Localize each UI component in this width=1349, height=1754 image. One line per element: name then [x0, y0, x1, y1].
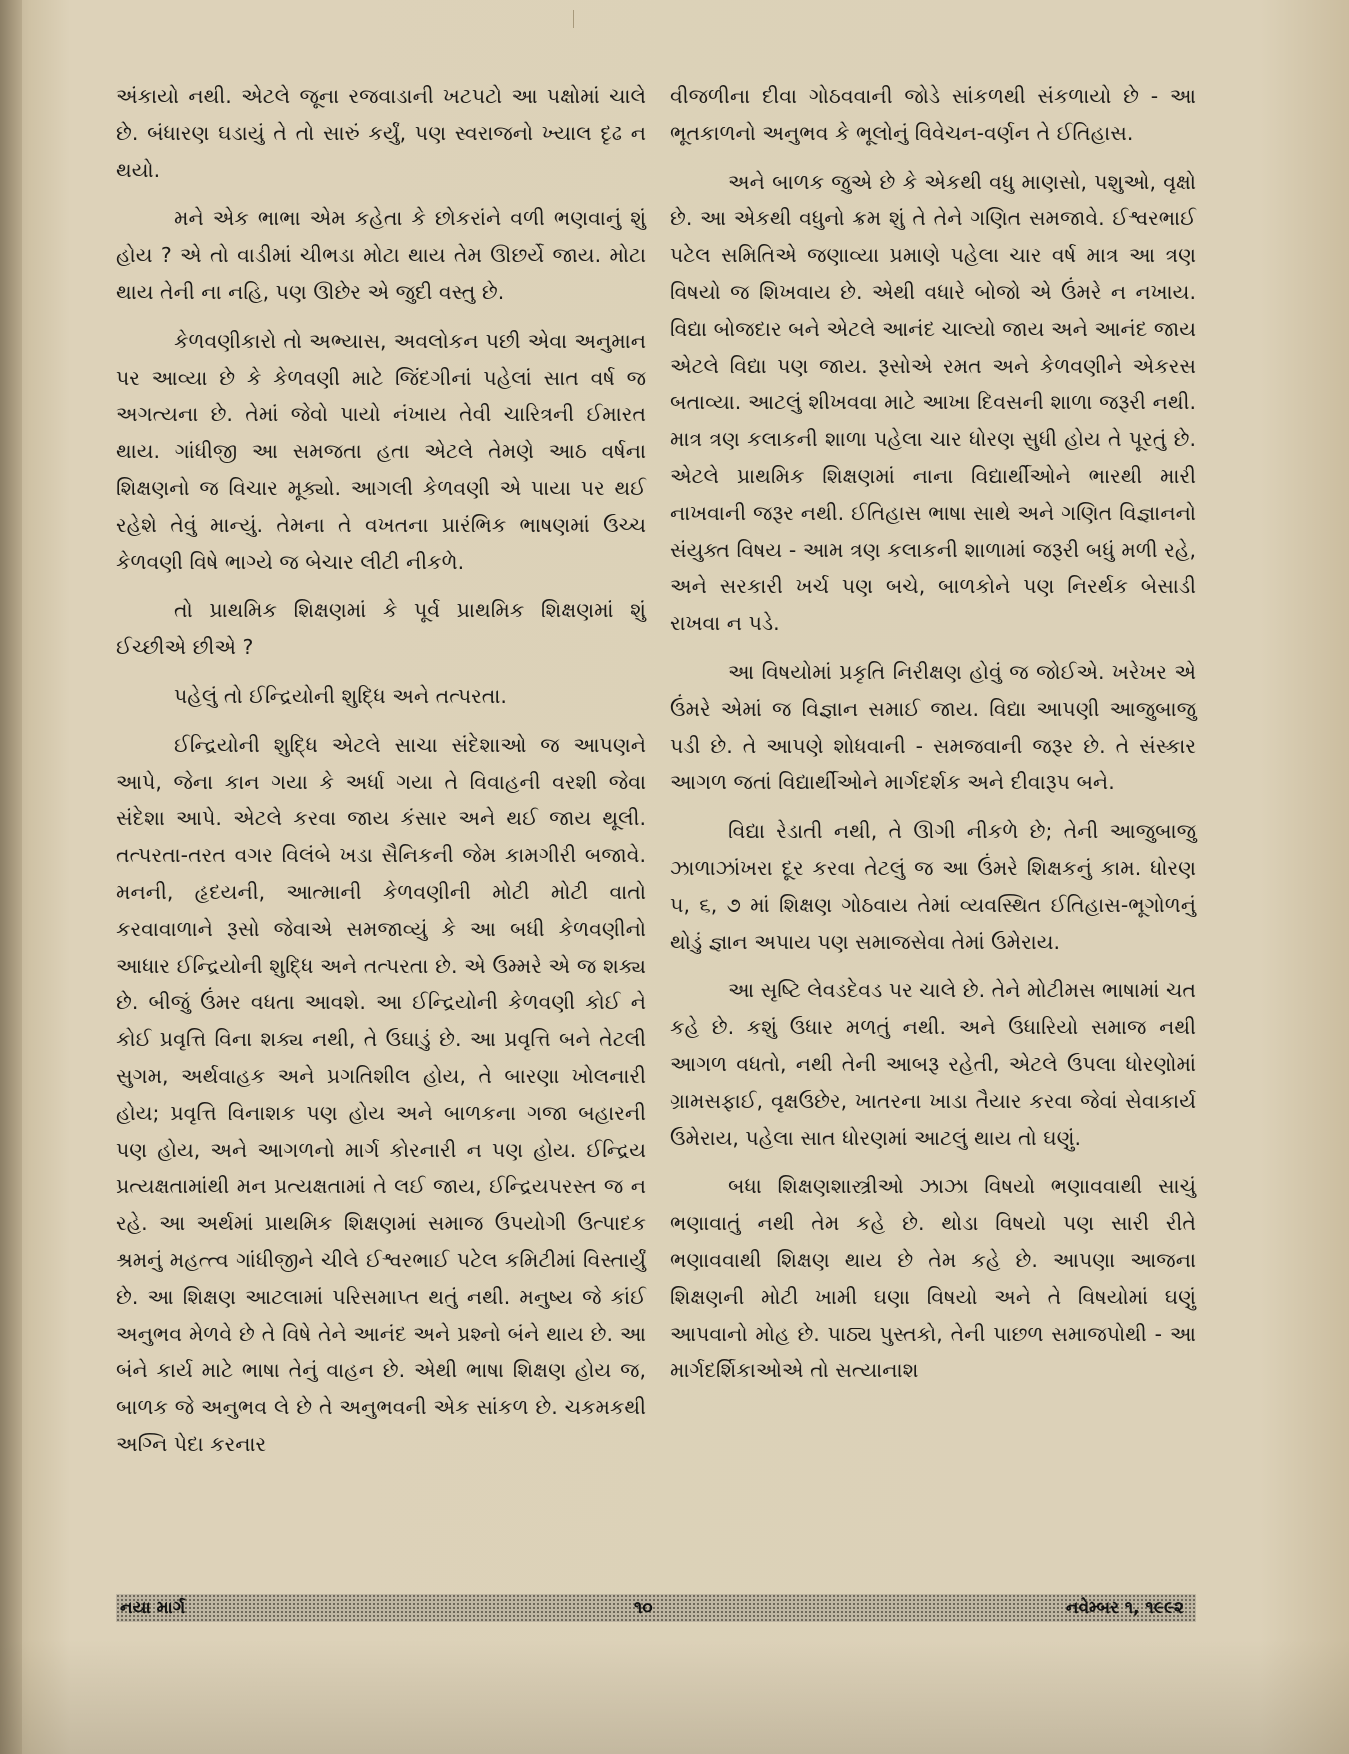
- paragraph: પહેલું તો ઈન્દ્રિયોની શુદ્ધિ અને તત્પરતા.: [174, 683, 507, 708]
- page-mark: [573, 10, 574, 28]
- paragraph: તો પ્રાથમિક શિક્ષણમાં કે પૂર્વ પ્રાથમિક શિક્ષણમાં શું ઈચ્છીએ છીએ ?: [116, 598, 646, 660]
- paragraph: કેળવણીકારો તો અભ્યાસ, અવલોકન પછી એવા અનુમાન પર આવ્યા છે કે કેળવણી માટે જિંદગીનાં પહેલાં સાત વર્ષ જ અગત્યના છે. તેમાં જેવો પાયો નંખાય તેવી ચારિત્રની ઈમારત થાય. ગાંધીજી આ સમજતા હતા એટલે તેમણે આઠ વર્ષના શિક્ષણનો જ વિચાર મૂક્યો. આગલી કેળવણી એ પાયા પર થઈ રહેશે તેવું માન્યું. તેમના તે વખતના પ્રારંભિક ભાષણમાં ઉચ્ચ કેળવણી વિષે ભાગ્યે જ બેચાર લીટી નીકળે.: [116, 328, 646, 574]
- left-column: [116, 78, 646, 1475]
- journal-name: નયા માર્ગ: [120, 1598, 186, 1618]
- page-edge-shadow: [0, 0, 22, 1754]
- page-bottom-tint: [0, 1640, 1349, 1754]
- paragraph: મને એક ભાભા એમ કહેતા કે છોકરાંને વળી ભણવાનું શું હોય ? એ તો વાડીમાં ચીભડા મોટા થાય તેમ ઊછર્યે જાય. મોટા થાય તેની ના નહિ, પણ ઊછેર એ જુદી વસ્તુ છે.: [116, 206, 646, 304]
- paragraph: વીજળીના દીવા ગોઠવવાની જોડે સાંકળથી સંકળાયો છે - આ ભૂતકાળનો અનુભવ કે ભૂલોનું વિવેચન-વર્ણન તે ઈતિહાસ.: [670, 84, 1196, 145]
- paragraph: આ સૃષ્ટિ લેવડદેવડ પર ચાલે છે. તેને મોટીમસ ભાષામાં ચત કહે છે. કશું ઉધાર મળતું નથી. અને ઉધારિયો સમાજ નથી આગળ વધતો, નથી તેની આબરૂ રહેતી, એટલે ઉપલા ધોરણોમાં ગ્રામસફાઈ, વૃક્ષઉછેર, ખાતરના ખાડા તૈયાર કરવા જેવાં સેવાકાર્ય ઉમેરાય, પહેલા સાત ધોરણમાં આટલું થાય તો ઘણું.: [670, 978, 1196, 1150]
- page-footer: [116, 1594, 1196, 1622]
- issue-date: નવેમ્બર ૧, ૧૯૯૨: [1065, 1598, 1184, 1618]
- paragraph: ઈન્દ્રિયોની શુદ્ધિ એટલે સાચા સંદેશાઓ જ આપણને આપે, જેના કાન ગયા કે અર્ધા ગયા તે વિવાહની વરશી જેવા સંદેશા આપે. એટલે કરવા જાય કંસાર અને થઈ જાય થૂલી. તત્પરતા-તરત વગર વિલંબે ખડા સૈનિકની જેમ કામગીરી બજાવે. મનની, હૃદયની, આત્માની કેળવણીની મોટી મોટી વાતો કરવાવાળાને રૂસો જેવાએ સમજાવ્યું કે આ બધી કેળવણીનો આધાર ઈન્દ્રિયોની શુદ્ધિ અને તત્પરતા છે. એ ઉમ્મરે એ જ શક્ય છે. બીજું ઉંમર વધતા આવશે. આ ઈન્દ્રિયોની કેળવણી કોઈ ને કોઈ પ્રવૃત્તિ વિના શક્ય નથી, તે ઉઘાડું છે. આ પ્રવૃત્તિ બને તેટલી સુગમ, અર્થવાહક અને પ્રગતિશીલ હોય, તે બારણા ખોલનારી હોય; પ્રવૃત્તિ વિનાશક પણ હોય અને બાળકના ગજા બહારની પણ હોય, અને આગળનો માર્ગ કોરનારી ન પણ હોય. ઈન્દ્રિય પ્રત્યક્ષતામાંથી મન પ્રત્યક્ષતામાં તે લઈ જાય, ઈન્દ્રિયપરસ્ત જ ન રહે. આ અર્થમાં પ્રાથમિક શિક્ષણમાં સમાજ ઉપયોગી ઉત્પાદક શ્રમનું મહત્ત્વ ગાંધીજીને ચીલે ઈશ્વરભાઈ પટેલ કમિટીમાં વિસ્તાર્યું છે. આ શિક્ષણ આટલામાં પરિસમાપ્ત થતું નથી. મનુષ્ય જે કાંઈ અનુભવ મેળવે છે તે વિષે તેને આનંદ અને પ્રશ્નો બંને થાય છે. આ બંને કાર્ય માટે ભાષા તેનું વાહન છે. એથી ભાષા શિક્ષણ હોય જ, બાળક જે અનુભવ લે છે તે અનુભવની એક સાંકળ છે. ચકમકથી અગ્નિ પેદા કરનાર: [116, 732, 646, 1456]
- paragraph: અને બાળક જુએ છે કે એકથી વધુ માણસો, પશુઓ, વૃક્ષો છે. આ એકથી વધુનો ક્રમ શું તે તેને ગણિત સમજાવે. ઈશ્વરભાઈ પટેલ સમિતિએ જણાવ્યા પ્રમાણે પહેલા ચાર વર્ષ માત્ર આ ત્રણ વિષયો જ શિખવાય છે. એથી વધારે બોજો એ ઉંમરે ન નખાય. વિદ્યા બોજદાર બને એટલે આનંદ ચાલ્યો જાય અને આનંદ જાય એટલે વિદ્યા પણ જાય. રૂસોએ રમત અને કેળવણીને એકરસ બતાવ્યા. આટલું શીખવવા માટે આખા દિવસની શાળા જરૂરી નથી. માત્ર ત્રણ કલાકની શાળા પહેલા ચાર ધોરણ સુધી હોય તે પૂરતું છે. એટલે પ્રાથમિક શિક્ષણમાં નાના વિદ્યાર્થીઓને ભારથી મારી નાખવાની જરૂર નથી. ઈતિહાસ ભાષા સાથે અને ગણિત વિજ્ઞાનનો સંયુક્ત વિષય - આમ ત્રણ કલાકની શાળામાં જરૂરી બધું મળી રહે, અને સરકારી ખર્ચ પણ બચે, બાળકોને પણ નિરર્થક બેસાડી રાખવા ન પડે.: [670, 169, 1196, 636]
- paragraph: આ વિષયોમાં પ્રકૃતિ નિરીક્ષણ હોવું જ જોઈએ. ખરેખર એ ઉંમરે એમાં જ વિજ્ઞાન સમાઈ જાય. વિદ્યા આપણી આજુબાજુ પડી છે. તે આપણે શોધવાની - સમજવાની જરૂર છે. તે સંસ્કાર આગળ જતાં વિદ્યાર્થીઓને માર્ગદર્શક અને દીવારૂપ બને.: [670, 659, 1196, 795]
- right-column: [670, 78, 1196, 1401]
- paragraph: બધા શિક્ષણશાસ્ત્રીઓ ઝાઝા વિષયો ભણાવવાથી સાચું ભણાવાતું નથી તેમ કહે છે. થોડા વિષયો પણ સારી રીતે ભણાવવાથી શિક્ષણ થાય છે તેમ કહે છે. આપણા આજના શિક્ષણની મોટી ખામી ઘણા વિષયો અને તે વિષયોમાં ઘણું આપવાનો મોહ છે. પાઠ્ય પુસ્તકો, તેની પાછળ સમાજપોથી - આ માર્ગદર્શિકાઓએ તો સત્યાનાશ: [670, 1174, 1196, 1383]
- paragraph: વિદ્યા રેડાતી નથી, તે ઊગી નીકળે છે; તેની આજુબાજુ ઝાળાઝાંખરા દૂર કરવા તેટલું જ આ ઉંમરે શિક્ષકનું કામ. ધોરણ ૫, ૬, ૭ માં શિક્ષણ ગોઠવાય તેમાં વ્યવસ્થિત ઈતિહાસ-ભૂગોળનું થોડું જ્ઞાન અપાય પણ સમાજસેવા તેમાં ઉમેરાય.: [670, 819, 1196, 954]
- page-number: ૧૦: [634, 1598, 653, 1618]
- paragraph: અંકાયો નથી. એટલે જૂના રજવાડાની ખટપટો આ પક્ષોમાં ચાલે છે. બંધારણ ઘડાયું તે તો સારું કર્યું, પણ સ્વરાજનો ખ્યાલ દૃઢ ન થયો.: [116, 84, 646, 182]
